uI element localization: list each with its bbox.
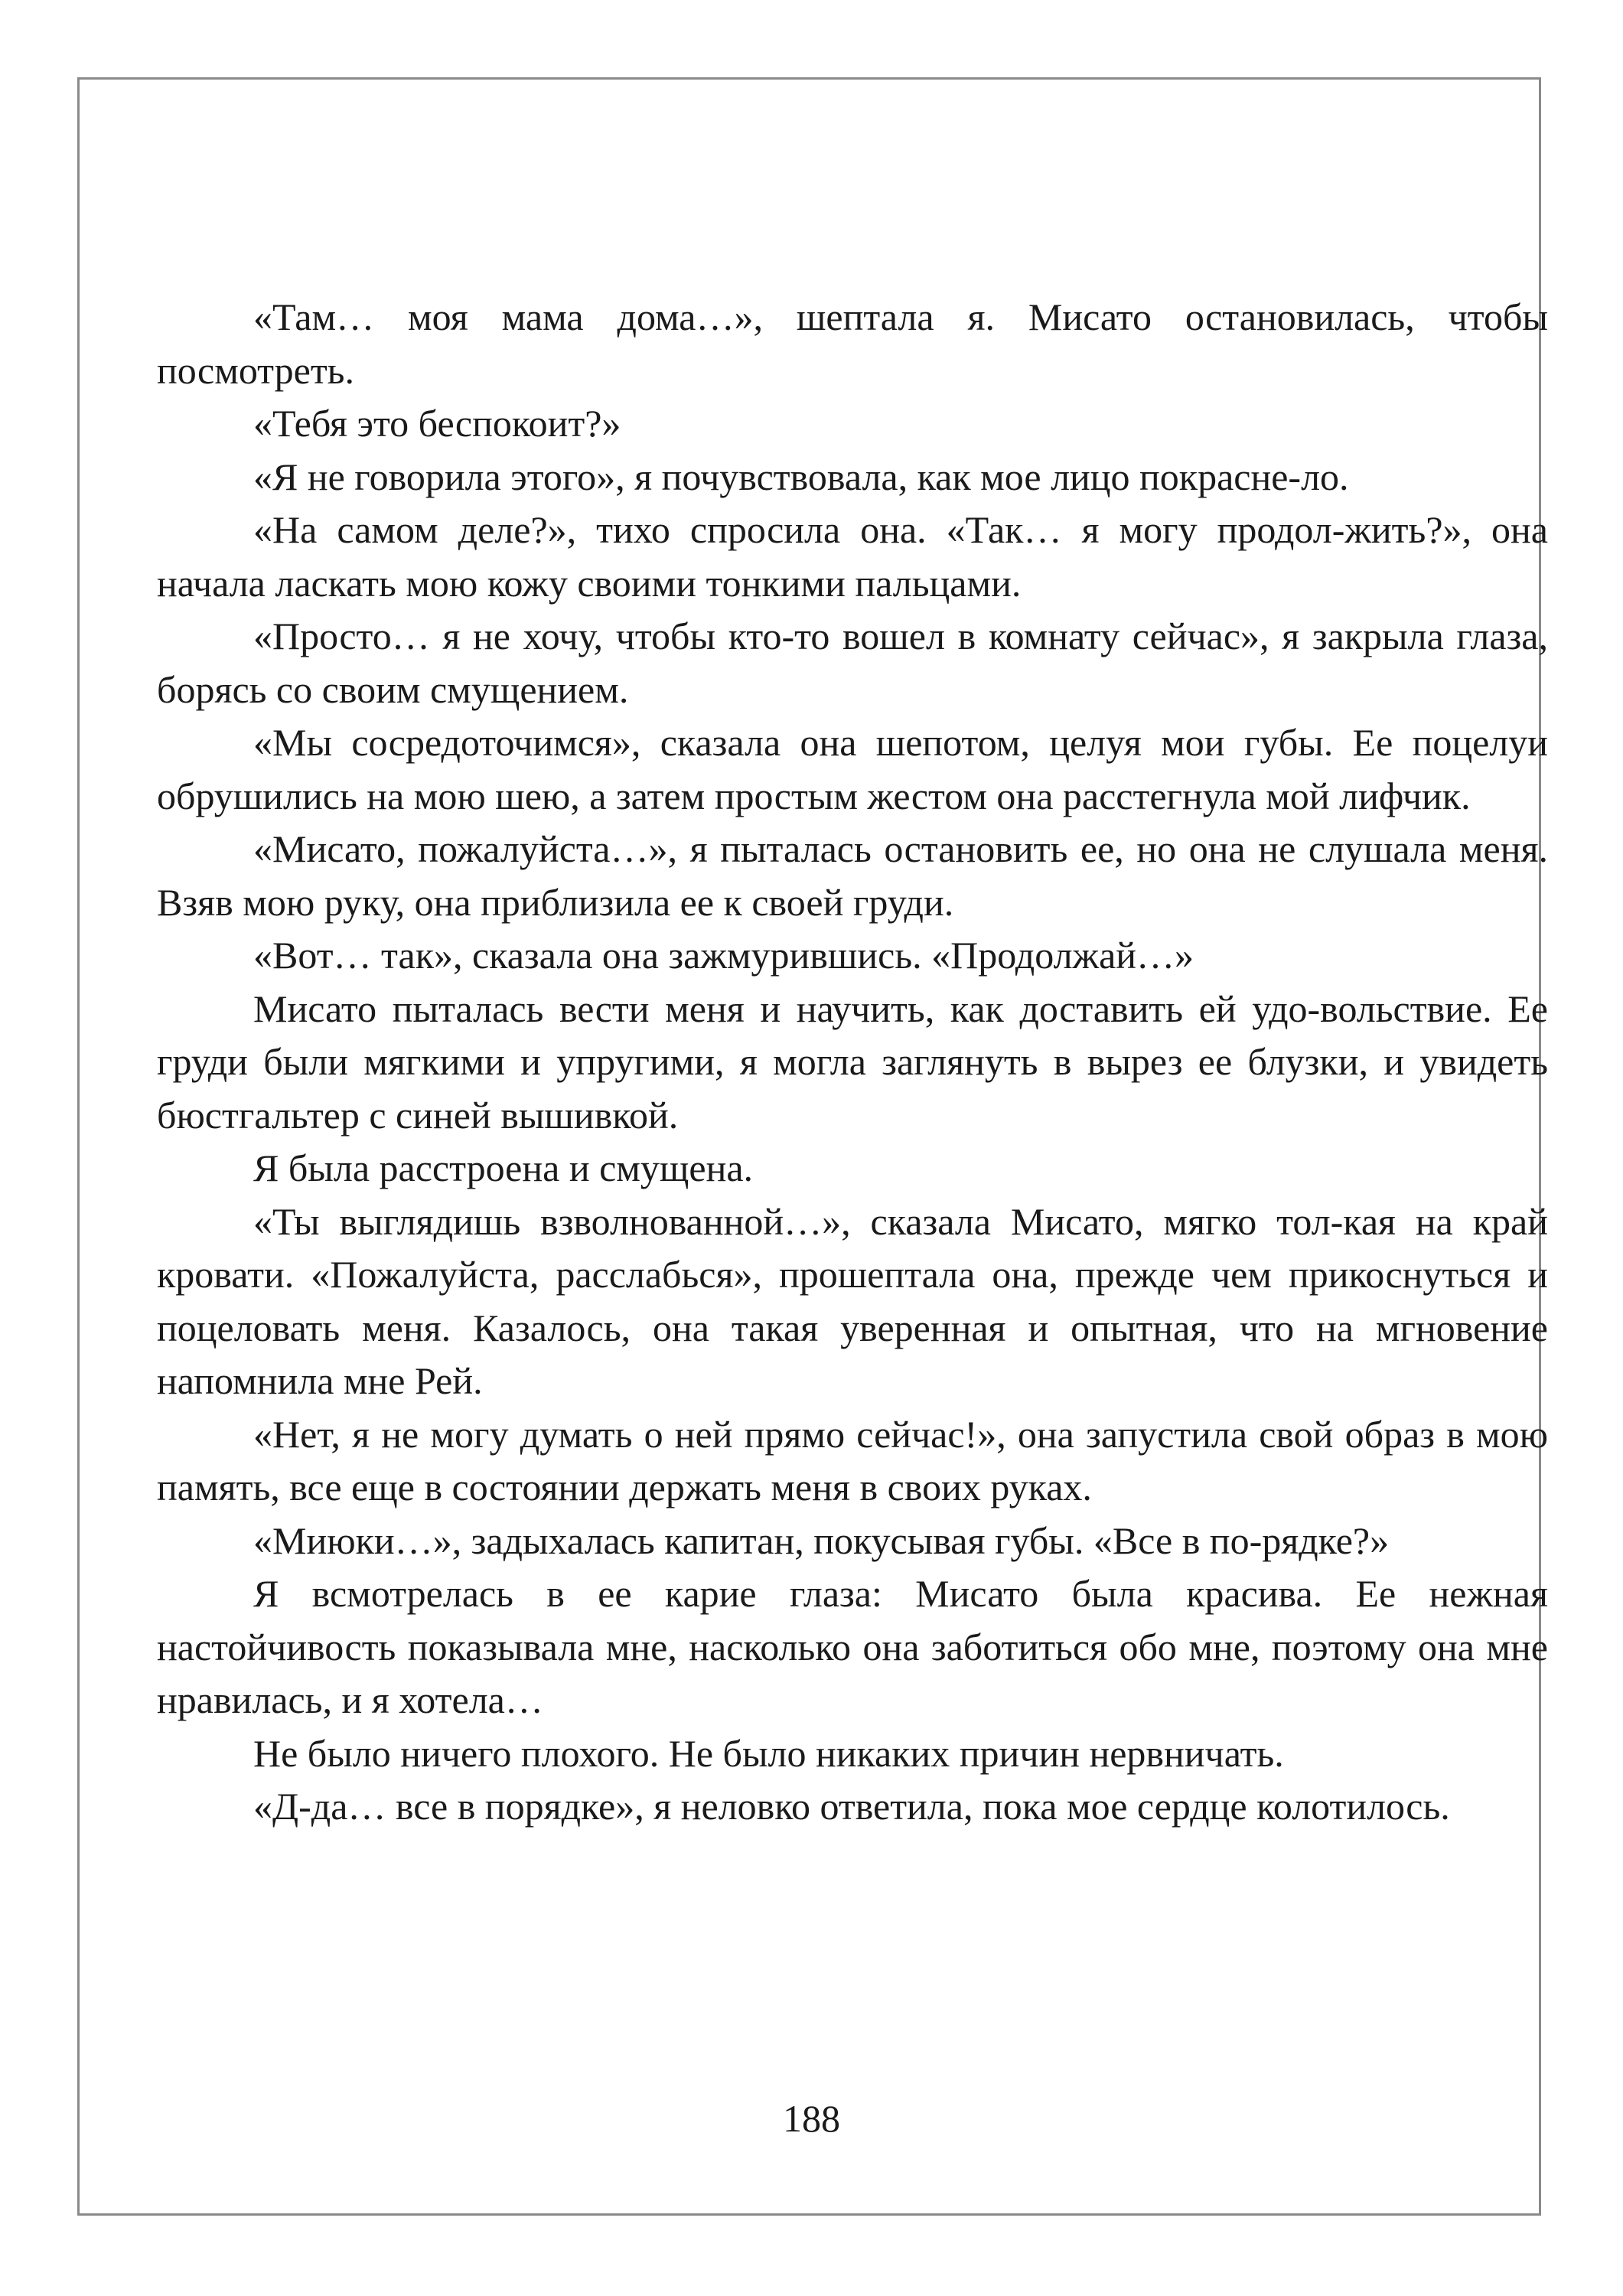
paragraph: «Нет, я не могу думать о ней прямо сейчас!», она запустила свой образ в мою память, все еще в состоянии держать меня в своих руках. xyxy=(157,1412,1548,1508)
paragraph: «Там… моя мама дома…», шептала я. Мисато остановилась, чтобы посмотреть. xyxy=(157,295,1548,392)
paragraph: «Д-да… все в порядке», я неловко ответила, пока мое сердце колотилось. xyxy=(253,1785,1450,1828)
paragraph: «Я не говорила этого», я почувствовала, как мое лицо покрасне-ло. xyxy=(253,455,1349,498)
paragraph: «Вот… так», сказала она зажмурившись. «Продолжай…» xyxy=(253,934,1194,977)
paragraph: «Тебя это беспокоит?» xyxy=(253,402,621,445)
page-number: 188 xyxy=(783,2097,840,2140)
paragraph: «Ты выглядишь взволнованной…», сказала Мисато, мягко тол-кая на край кровати. «Пожалуйста, расслабься», прошептала она, прежде чем прикоснуться и поцеловать меня. Казалось, она такая уверенная и опытная, что на мгновение напомнила мне Рей. xyxy=(157,1199,1548,1402)
paragraph: «Миюки…», задыхалась капитан, покусывая губы. «Все в по-рядке?» xyxy=(253,1518,1390,1562)
paragraph: «На самом деле?», тихо спросила она. «Так… я могу продол-жить?», она начала ласкать мою кожу своими тонкими пальцами. xyxy=(157,508,1548,605)
paragraph: «Просто… я не хочу, чтобы кто-то вошел в комнату сейчас», я закрыла глаза, борясь со своим смущением. xyxy=(157,615,1548,711)
text-body xyxy=(157,291,1548,1834)
paragraph: «Мы сосредоточимся», сказала она шепотом, целуя мои губы. Ее поцелуи обрушились на мою шею, а затем простым жестом она расстегнула мой лифчик. xyxy=(157,721,1548,817)
page-frame xyxy=(77,77,1548,2216)
paragraph: «Мисато, пожалуйста…», я пыталась остановить ее, но она не слушала меня. Взяв мою руку, она приблизила ее к своей груди. xyxy=(157,827,1548,924)
paragraph: Мисато пыталась вести меня и научить, как доставить ей удо-вольствие. Ее груди были мягкими и упругими, я могла заглянуть в вырез ее блузки, и увидеть бюстгальтер с синей вышивкой. xyxy=(157,987,1548,1137)
paragraph: Я всмотрелась в ее карие глаза: Мисато была красива. Ее нежная настойчивость показывала мне, насколько она заботиться обо мне, поэтому она мне нравилась, и я хотела… xyxy=(157,1572,1548,1721)
paragraph: Я была расстроена и смущена. xyxy=(253,1146,754,1189)
paragraph: Не было ничего плохого. Не было никаких причин нервничать. xyxy=(253,1731,1284,1775)
